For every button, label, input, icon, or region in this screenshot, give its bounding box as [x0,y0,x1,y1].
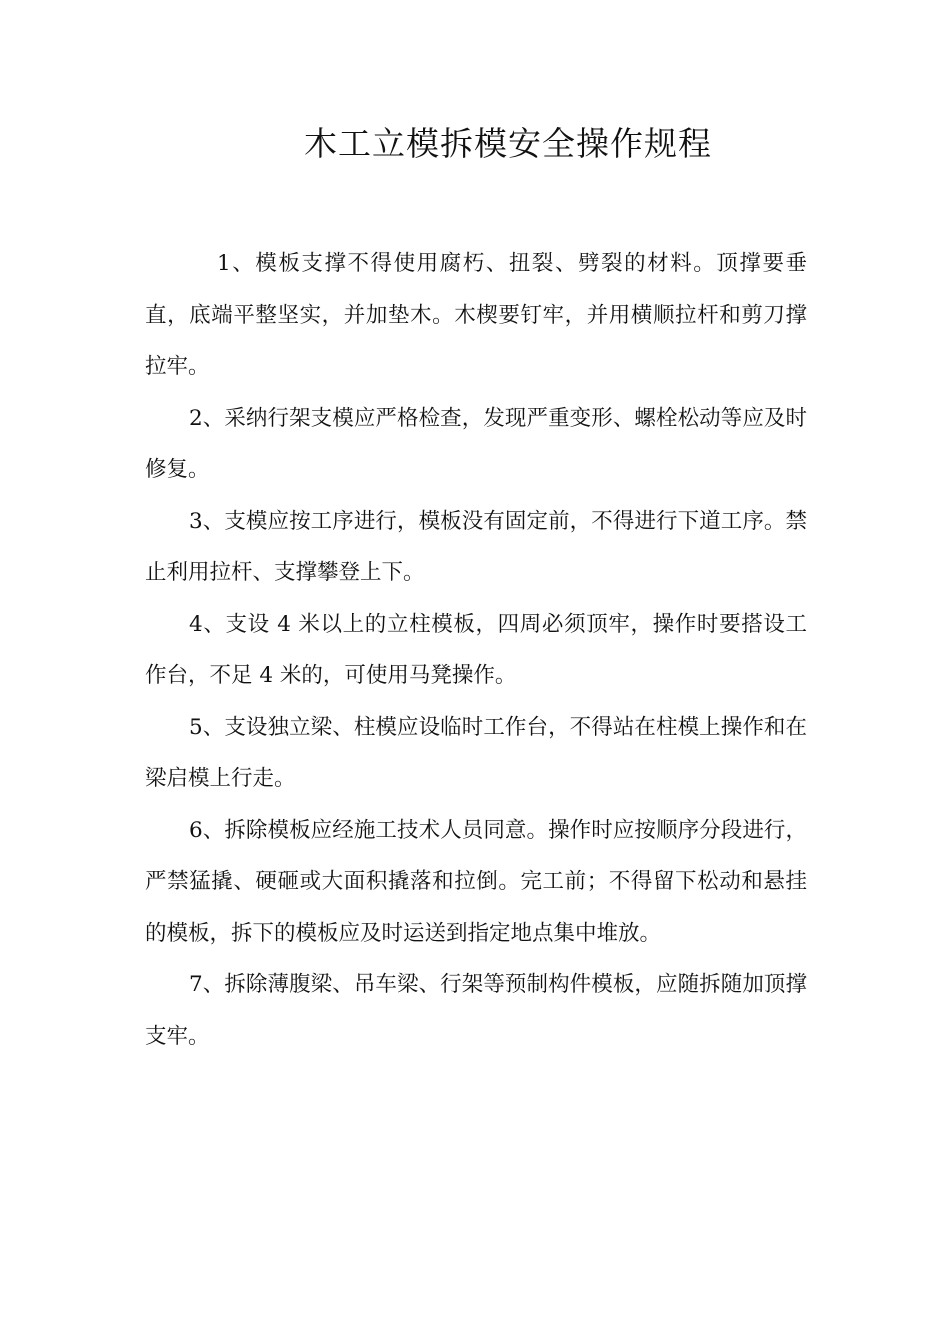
paragraph-2: 2、采纳行架支模应严格检查，发现严重变形、螺栓松动等应及时修复。 [145,405,807,482]
paragraph-4: 4、支设 4 米以上的立柱模板，四周必须顶牢，操作时要搭设工作台，不足 4 米的，可使用马凳操作。 [145,611,807,688]
paragraph-1: 1、模板支撑不得使用腐朽、扭裂、劈裂的材料。顶撑要垂直，底端平整坚实，并加垫木。木楔要钉牢，并用横顺拉杆和剪刀撑拉牢。 [145,251,807,379]
paragraph-6: 6、拆除模板应经施工技术人员同意。操作时应按顺序分段进行，严禁猛撬、硬砸或大面积撬落和拉倒。完工前；不得留下松动和悬挂的模板，拆下的模板应及时运送到指定地点集中堆放。 [145,817,807,946]
paragraph-3: 3、支模应按工序进行，模板没有固定前，不得进行下道工序。禁止利用拉杆、支撑攀登上下。 [145,508,807,585]
paragraph-7: 7、拆除薄腹梁、吊车梁、行架等预制构件模板，应随拆随加顶撑支牢。 [145,972,807,1049]
document-title: 木工立模拆模安全操作规程 [304,124,712,163]
document-body [145,238,807,1062]
paragraph-5: 5、支设独立梁、柱模应设临时工作台，不得站在柱模上操作和在梁启模上行走。 [145,714,807,791]
